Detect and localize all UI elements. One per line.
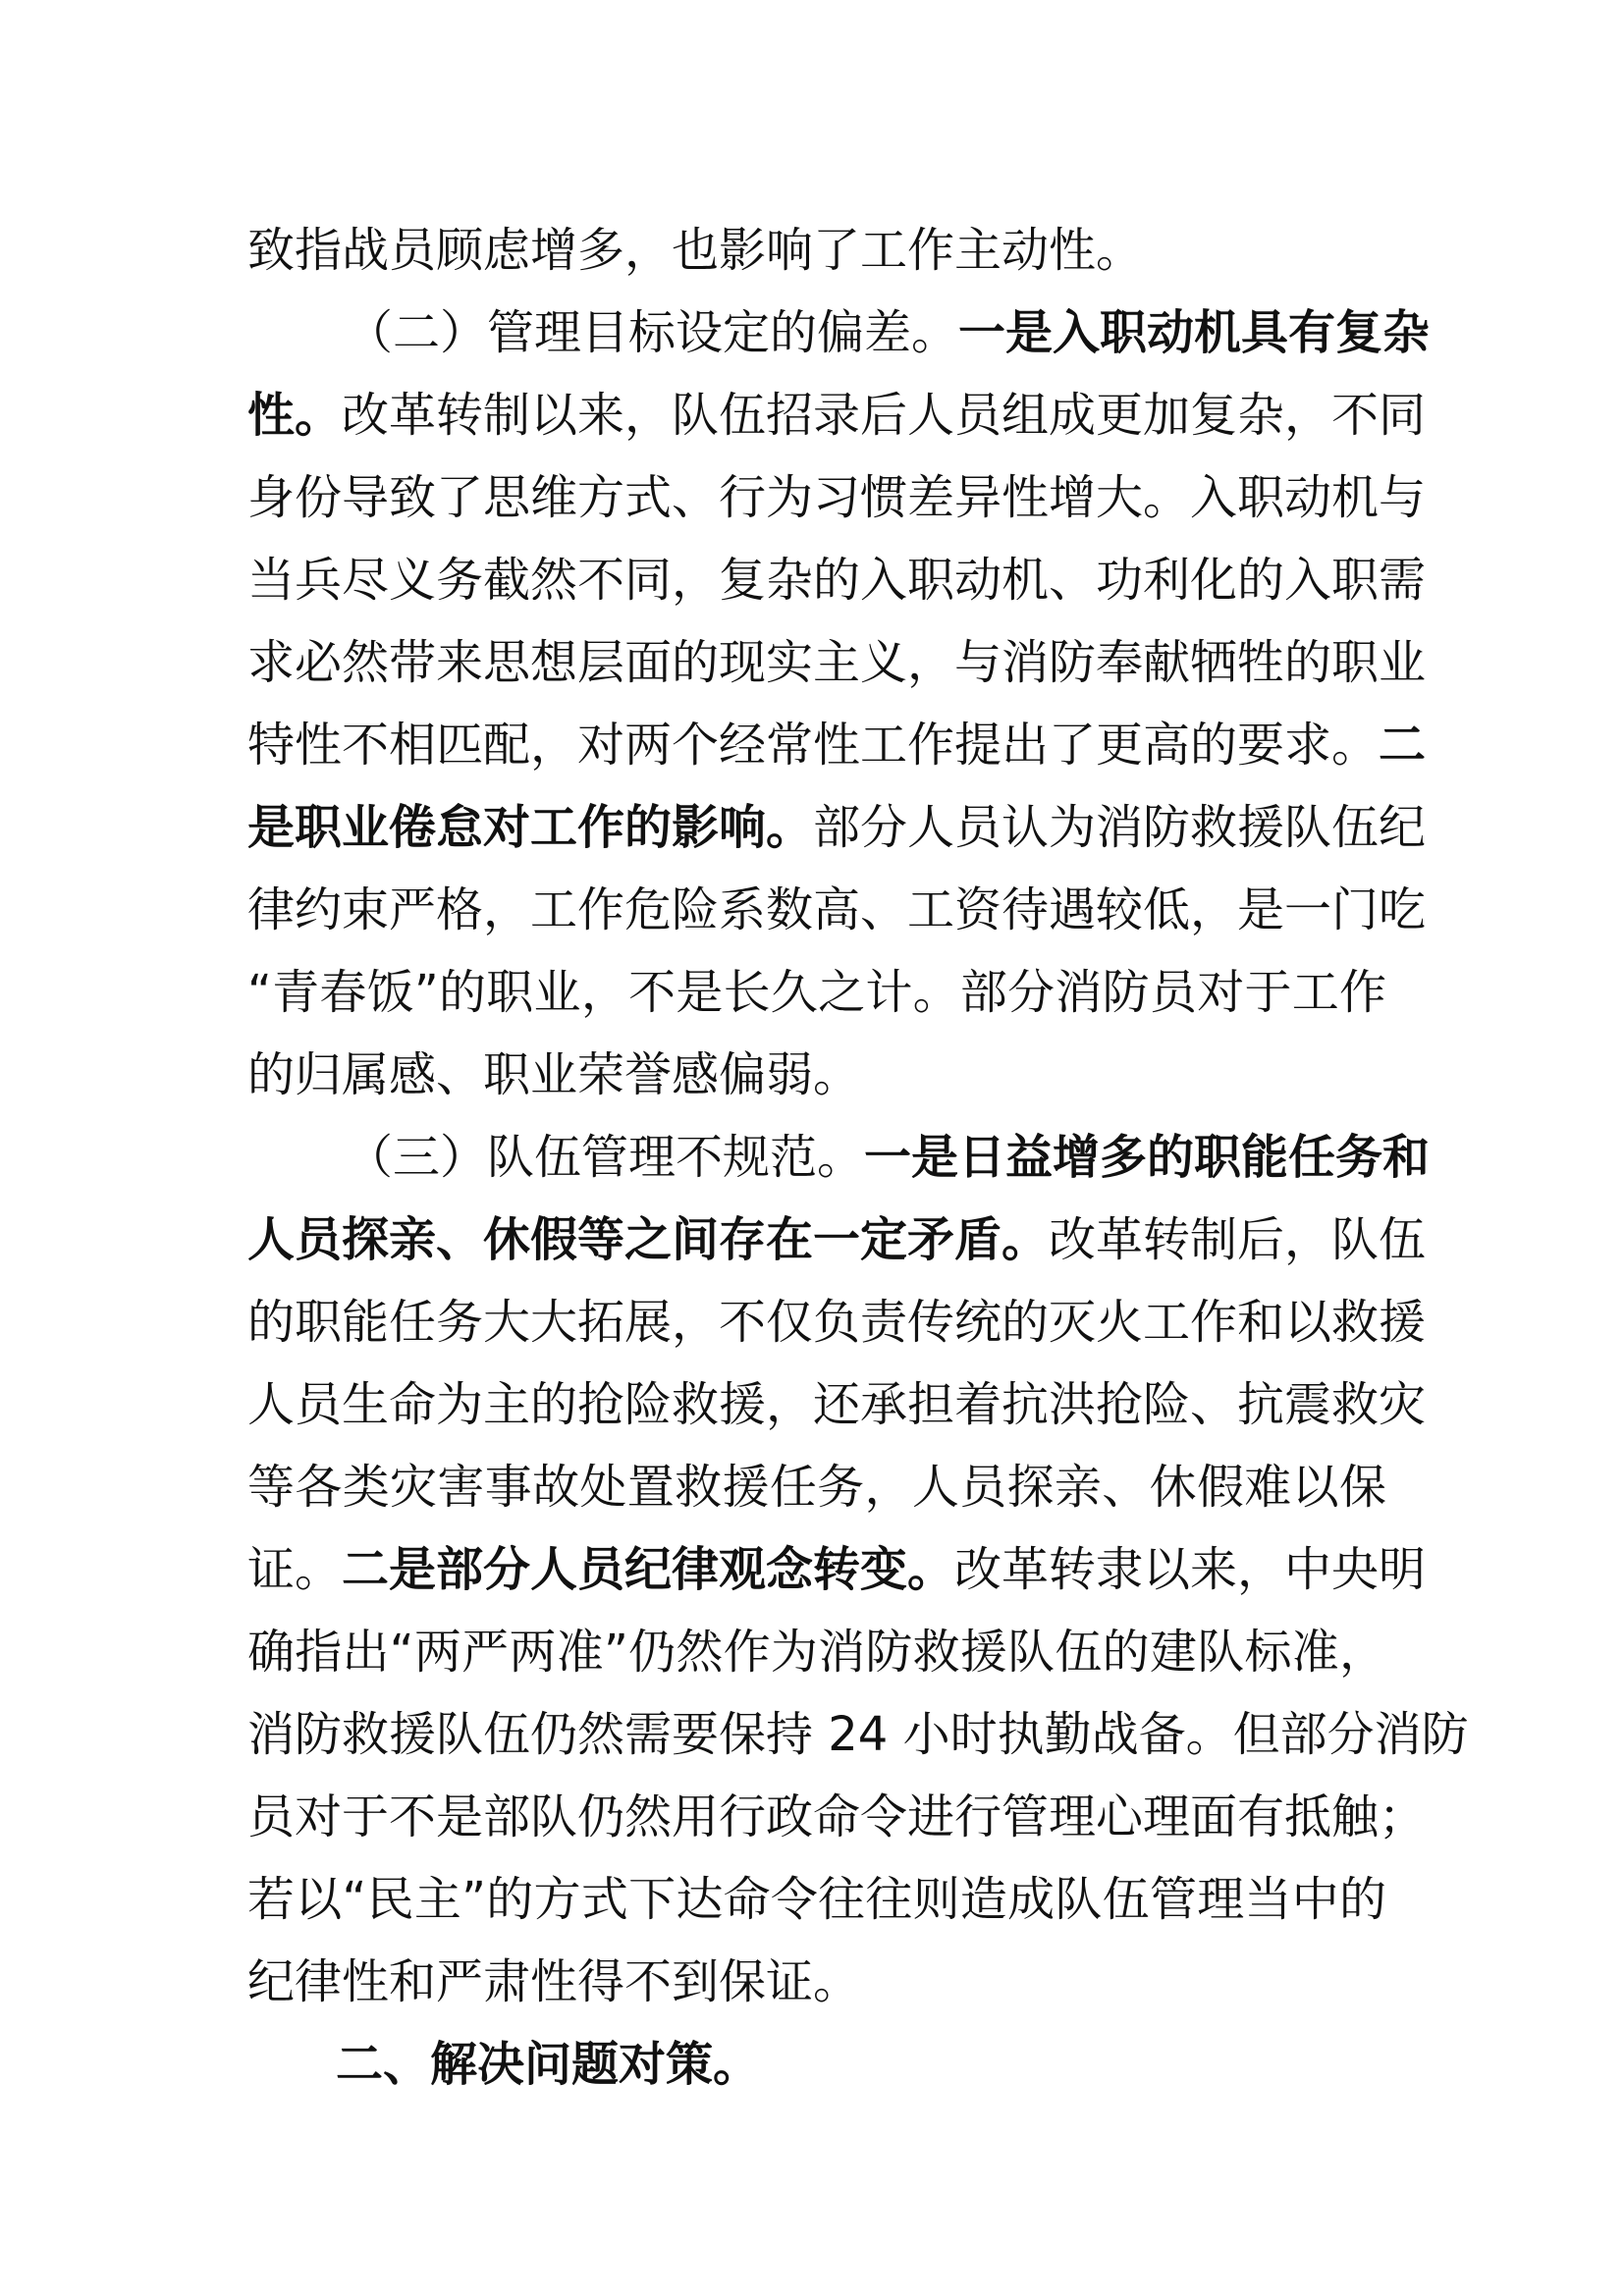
- text-run: 改革转制后，队伍: [1049, 1212, 1427, 1267]
- text-run: 的归属感、职业荣誉感偏弱。: [247, 1047, 861, 1102]
- text-line: [247, 1611, 1386, 1693]
- text-line: [247, 1858, 1386, 1941]
- text-run: 特性不相匹配，对两个经常性工作提出了更高的要求。: [247, 718, 1380, 773]
- text-line: [247, 1941, 1386, 2023]
- bold-text: 性。: [247, 388, 343, 443]
- text-run: 消防救援队伍仍然需要保持 24 小时执勤战备。但部分消防: [247, 1707, 1469, 1762]
- text-run: 求必然带来思想层面的现实主义，与消防奉献牺牲的职业: [247, 635, 1427, 690]
- text-line: [247, 786, 1427, 869]
- text-line: [247, 209, 1386, 292]
- section-heading: [247, 2023, 1386, 2106]
- text-run: 致指战员顾虑增多，也影响了工作主动性。: [247, 223, 1144, 278]
- text-line: [247, 539, 1427, 621]
- bold-text: 人员探亲、休假等之间存在一定矛盾。: [247, 1212, 1050, 1267]
- text-run: 部分人员认为消防救援队伍纪: [813, 800, 1427, 855]
- text-run: 证。: [247, 1542, 343, 1597]
- text-run: “青春饭”的职业，不是长久之计。部分消防员对于工作: [247, 965, 1386, 1020]
- text-line: [247, 704, 1427, 786]
- text-run: 律约束严格，工作危险系数高、工资待遇较低，是一门吃: [247, 882, 1427, 937]
- text-line: [247, 1199, 1427, 1281]
- text-line: [247, 1116, 1431, 1199]
- text-line: [247, 1693, 1469, 1776]
- text-line: [247, 1528, 1427, 1611]
- text-line: [247, 1281, 1427, 1363]
- bold-text: 是职业倦怠对工作的影响。: [247, 800, 814, 855]
- text-run: 的职能任务大大拓展，不仅负责传统的灭火工作和以救援: [247, 1295, 1427, 1350]
- bold-text: 一是入职动机具有复杂: [958, 305, 1431, 360]
- text-run: 确指出“两严两准”仍然作为消防救援队伍的建队标准，: [247, 1625, 1386, 1680]
- text-line: [247, 869, 1427, 951]
- text-run: （二）管理目标设定的偏差。: [346, 305, 959, 360]
- text-run: 若以“民主”的方式下达命令往往则造成队伍管理当中的: [247, 1872, 1386, 1927]
- text-line: [247, 374, 1427, 456]
- document-body: [247, 209, 1469, 2106]
- text-line: [247, 951, 1386, 1034]
- text-run: 等各类灾害事故处置救援任务，人员探亲、休假难以保: [247, 1460, 1386, 1515]
- text-line: [247, 1034, 1386, 1116]
- bold-text: 二、解决问题对策。: [336, 2037, 761, 2092]
- text-run: 改革转制以来，队伍招录后人员组成更加复杂，不同: [342, 388, 1427, 443]
- text-line: [247, 456, 1427, 539]
- bold-text: 二: [1379, 718, 1427, 773]
- text-line: [247, 292, 1431, 374]
- bold-text: 二是部分人员纪律观念转变。: [342, 1542, 955, 1597]
- text-run: 员对于不是部队仍然用行政命令进行管理心理面有抵触；: [247, 1789, 1427, 1844]
- text-line: [247, 1363, 1427, 1446]
- text-line: [247, 1776, 1427, 1858]
- text-line: [247, 1446, 1386, 1528]
- text-run: （三）队伍管理不规范。: [346, 1130, 865, 1185]
- bold-text: 一是日益增多的职能任务和: [864, 1130, 1431, 1185]
- text-run: 当兵尽义务截然不同，复杂的入职动机、功利化的入职需: [247, 553, 1427, 608]
- text-line: [247, 621, 1427, 704]
- text-run: 纪律性和严肃性得不到保证。: [247, 1954, 861, 2009]
- text-run: 人员生命为主的抢险救援，还承担着抗洪抢险、抗震救灾: [247, 1377, 1427, 1432]
- text-run: 身份导致了思维方式、行为习惯差异性增大。入职动机与: [247, 470, 1427, 525]
- text-run: 改革转隶以来，中央明: [954, 1542, 1427, 1597]
